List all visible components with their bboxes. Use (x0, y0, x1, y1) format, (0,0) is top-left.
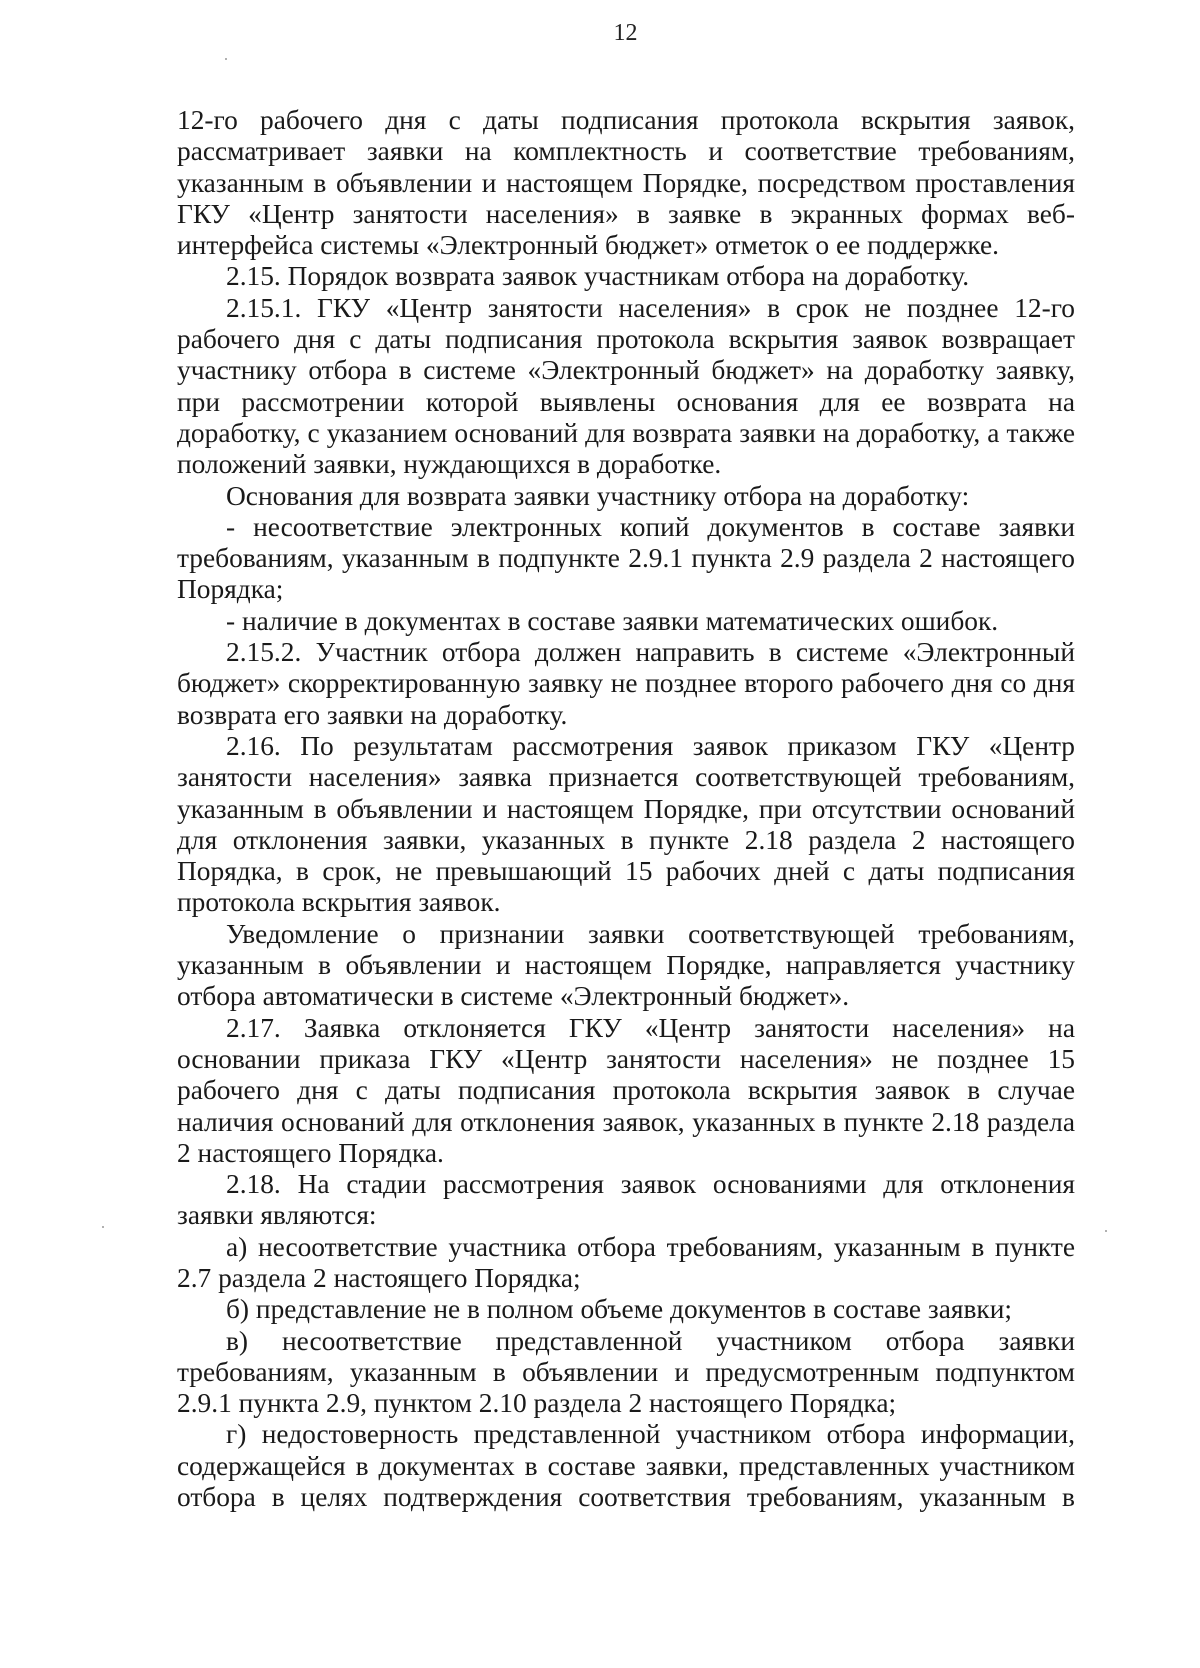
paragraph-return-ground-errors: - наличие в документах в составе заявки математических ошибок. (226, 605, 999, 636)
page-number: 12 (613, 20, 638, 46)
scan-speck (1105, 1230, 1107, 1232)
paragraph-return-grounds-intro: Основания для возврата заявки участнику отбора на доработку: (226, 480, 970, 511)
scan-speck (225, 58, 227, 60)
paragraph-2-18-b: б) представление не в полном объеме документов в составе заявки; (226, 1294, 1012, 1325)
paragraph-2-16: 2.16. По результатам рассмотрения заявок приказом ГКУ «Центр занятости населения» заявка признается соответствующей требованиям, указанным в объявлении и настоящем Порядке, при отсутствии оснований для отклонения заявки, указанных в пункте 2.18 раздела 2 настоящего Порядка, в срок, не превышающий 15 рабочих дней с даты подписания протокола вскрытия заявок. (177, 730, 1075, 918)
document-body (177, 105, 1075, 1513)
paragraph-2-18-a: а) несоответствие участника отбора требованиям, указанным в пункте 2.7 раздела 2 настоящего Порядка; (177, 1231, 1075, 1293)
paragraph-return-ground-copies: - несоответствие электронных копий документов в составе заявки требованиям, указанным в подпункте 2.9.1 пункта 2.9 раздела 2 настоящего Порядка; (177, 511, 1075, 605)
paragraph-2-15-1: 2.15.1. ГКУ «Центр занятости населения» в срок не позднее 12-го рабочего дня с даты подписания протокола вскрытия заявок возвращает участнику отбора в системе «Электронный бюджет» на доработку заявку, при рассмотрении которой выявлены основания для ее возврата на доработку, с указанием оснований для возврата заявки на доработку, а также положений заявки, нуждающихся в доработке. (177, 292, 1075, 480)
paragraph-2-15: 2.15. Порядок возврата заявок участникам отбора на доработку. (226, 261, 970, 292)
paragraph-2-17: 2.17. Заявка отклоняется ГКУ «Центр занятости населения» на основании приказа ГКУ «Центр занятости населения» не позднее 15 рабочего дня с даты подписания протокола вскрытия заявок в случае наличия оснований для отклонения заявок, указанных в пункте 2.18 раздела 2 настоящего Порядка. (177, 1012, 1075, 1168)
scan-speck (102, 1226, 104, 1228)
paragraph-notification: Уведомление о признании заявки соответствующей требованиям, указанным в объявлении и настоящем Порядке, направляется участнику отбора автоматически в системе «Электронный бюджет». (177, 918, 1075, 1012)
paragraph-2-15-2: 2.15.2. Участник отбора должен направить в системе «Электронный бюджет» скорректированную заявку не позднее второго рабочего дня со дня возврата его заявки на доработку. (177, 637, 1075, 730)
paragraph-2-18: 2.18. На стадии рассмотрения заявок основаниями для отклонения заявки являются: (177, 1169, 1075, 1231)
paragraph-2-18-g: г) недостоверность представленной участником отбора информации, содержащейся в документах в составе заявки, представленных участником отбора в целях подтверждения соответствия требованиям, указанным в (177, 1419, 1075, 1513)
paragraph-continuation-2-14: 12-го рабочего дня с даты подписания протокола вскрытия заявок, рассматривает заявки на комплектность и соответствие требованиям, указанным в объявлении и настоящем Порядке, посредством проставления ГКУ «Центр занятости населения» в заявке в экранных формах веб-интерфейса системы «Электронный бюджет» отметок о ее поддержке. (177, 105, 1075, 261)
paragraph-2-18-v: в) несоответствие представленной участником отбора заявки требованиям, указанным в объявлении и предусмотренным подпунктом 2.9.1 пункта 2.9, пунктом 2.10 раздела 2 настоящего Порядка; (177, 1325, 1075, 1419)
